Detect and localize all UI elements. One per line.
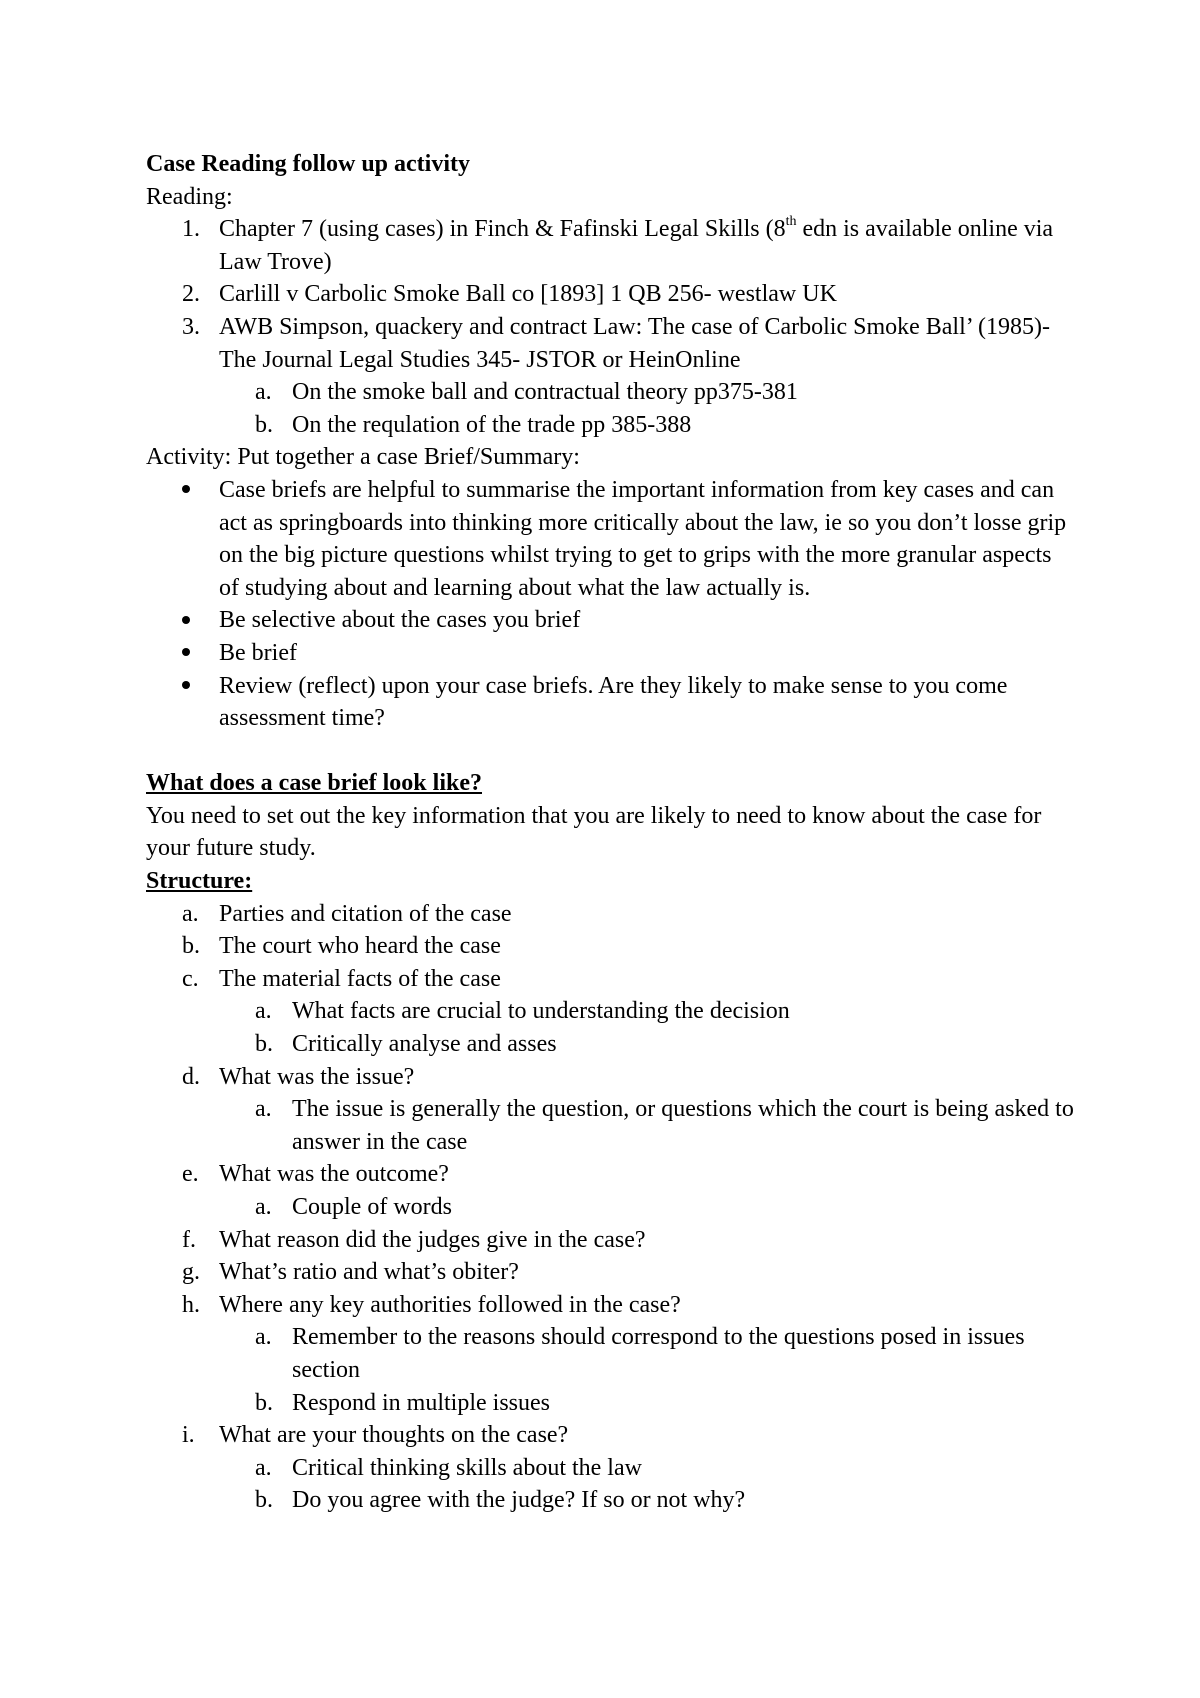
- structure-item-text: What was the outcome?: [219, 1161, 449, 1188]
- reading-item-text: Chapter 7 (using cases) in Finch & Fafinski Legal Skills (8th edn is available online via Law Trove): [219, 214, 1054, 275]
- reading-subitem: [146, 376, 1076, 409]
- list-marker: c.: [182, 965, 199, 992]
- structure-item-text: Where any key authorities followed in the case?: [219, 1291, 681, 1318]
- structure-subitem-text: What facts are crucial to understanding the decision: [292, 998, 790, 1025]
- list-marker: a.: [255, 1194, 272, 1220]
- list-marker: a.: [255, 379, 272, 406]
- structure-item: [146, 1419, 1076, 1452]
- reading-item-text: Carlill v Carbolic Smoke Ball co [1893] 1 QB 256- westlaw UK: [219, 281, 837, 308]
- structure-item: [146, 898, 1076, 931]
- structure-subitem-text: Do you agree with the judge? If so or not why?: [292, 1487, 746, 1514]
- structure-list: [146, 898, 1076, 1517]
- structure-subitem: [146, 1028, 1076, 1061]
- reading-item: [146, 213, 1076, 278]
- structure-item-text: What was the issue?: [219, 1063, 415, 1090]
- reading-item: [146, 278, 1076, 311]
- list-marker: 1.: [182, 216, 200, 243]
- reading-subitem-text: On the requlation of the trade pp 385-388: [292, 411, 692, 438]
- intro-paragraph: You need to set out the key information that you are likely to need to know about the case for your future study.: [146, 802, 1042, 862]
- structure-item: [146, 1158, 1076, 1191]
- bullet-item: [146, 474, 1076, 604]
- structure-item-text: Parties and citation of the case: [219, 900, 512, 927]
- list-marker: a.: [255, 1096, 272, 1123]
- structure-item: [146, 930, 1076, 963]
- structure-item-text: The material facts of the case: [219, 965, 501, 992]
- structure-heading: Structure:: [146, 868, 253, 895]
- bullet-text: Be brief: [219, 639, 297, 666]
- list-marker: h.: [182, 1291, 200, 1318]
- structure-item: [146, 1256, 1076, 1289]
- list-marker: 3.: [182, 313, 200, 340]
- list-marker: i.: [182, 1422, 195, 1449]
- structure-subitem: [146, 1484, 1076, 1517]
- bullet-icon: [182, 637, 206, 670]
- reading-item: [146, 311, 1076, 376]
- structure-subitem: [146, 1093, 1076, 1158]
- bullet-item: [146, 670, 1076, 735]
- list-marker: b.: [182, 933, 200, 960]
- list-marker: b.: [255, 411, 273, 438]
- reading-label: Reading:: [146, 183, 233, 210]
- list-marker: a.: [255, 998, 272, 1025]
- structure-subitem-text: The issue is generally the question, or questions which the court is being asked to answer in the case: [292, 1096, 1074, 1155]
- structure-subitem-text: Couple of words: [292, 1194, 452, 1220]
- structure-item: [146, 1061, 1076, 1094]
- structure-item-text: What’s ratio and what’s obiter?: [219, 1259, 519, 1286]
- list-marker: a.: [182, 900, 199, 927]
- reading-subitem-text: On the smoke ball and contractual theory pp375-381: [292, 379, 798, 406]
- bullet-text: Review (reflect) upon your case briefs. Are they likely to make sense to you come assessment time?: [219, 672, 1008, 732]
- structure-subitem-text: Remember to the reasons should correspond to the questions posed in issues section: [292, 1324, 1025, 1383]
- bullet-text: Be selective about the cases you brief: [219, 607, 581, 634]
- section-heading: What does a case brief look like?: [146, 770, 482, 797]
- bullet-item: [146, 604, 1076, 637]
- document-body: [146, 148, 1076, 1517]
- activity-label: Activity: Put together a case Brief/Summary:: [146, 444, 580, 471]
- structure-subitem: [146, 995, 1076, 1028]
- list-marker: b.: [255, 1389, 273, 1416]
- bullet-item: [146, 637, 1076, 670]
- list-marker: b.: [255, 1487, 273, 1514]
- document-title: Case Reading follow up activity: [146, 151, 470, 177]
- list-marker: a.: [255, 1454, 272, 1481]
- superscript: th: [785, 214, 797, 230]
- structure-item-text: What are your thoughts on the case?: [219, 1422, 569, 1449]
- reading-subitem: [146, 409, 1076, 442]
- structure-item: [146, 963, 1076, 996]
- structure-subitem-text: Critically analyse and asses: [292, 1031, 557, 1058]
- list-marker: 2.: [182, 281, 200, 308]
- reading-item-text: AWB Simpson, quackery and contract Law: The case of Carbolic Smoke Ball’ (1985)- The Journal Legal Studies 345- JSTOR or HeinOnline: [219, 313, 1050, 373]
- structure-item-text: The court who heard the case: [219, 933, 501, 960]
- list-marker: b.: [255, 1031, 273, 1058]
- bullet-text: Case briefs are helpful to summarise the important information from key cases and can act as springboards into thinking more critically about the law, ie so you don’t losse grip on the big picture questions whilst trying to get to grips with the more granular aspects of studying about and learning about what the law actually is.: [219, 476, 1067, 601]
- list-marker: e.: [182, 1161, 199, 1188]
- structure-subitem: [146, 1191, 1076, 1224]
- list-marker: a.: [255, 1324, 272, 1351]
- list-marker: g.: [182, 1259, 200, 1286]
- structure-subitem-text: Respond in multiple issues: [292, 1389, 550, 1416]
- bullet-icon: [182, 670, 206, 703]
- structure-subitem: [146, 1452, 1076, 1485]
- structure-subitem-text: Critical thinking skills about the law: [292, 1454, 642, 1481]
- list-marker: d.: [182, 1063, 200, 1090]
- structure-subitem: [146, 1321, 1076, 1386]
- list-marker: f.: [182, 1226, 196, 1253]
- structure-item: [146, 1289, 1076, 1322]
- structure-item: [146, 1224, 1076, 1257]
- bullet-icon: [182, 604, 206, 637]
- structure-subitem: [146, 1387, 1076, 1420]
- blank-line: [146, 735, 1076, 768]
- structure-item-text: What reason did the judges give in the case?: [219, 1226, 646, 1253]
- bullet-icon: [182, 474, 206, 507]
